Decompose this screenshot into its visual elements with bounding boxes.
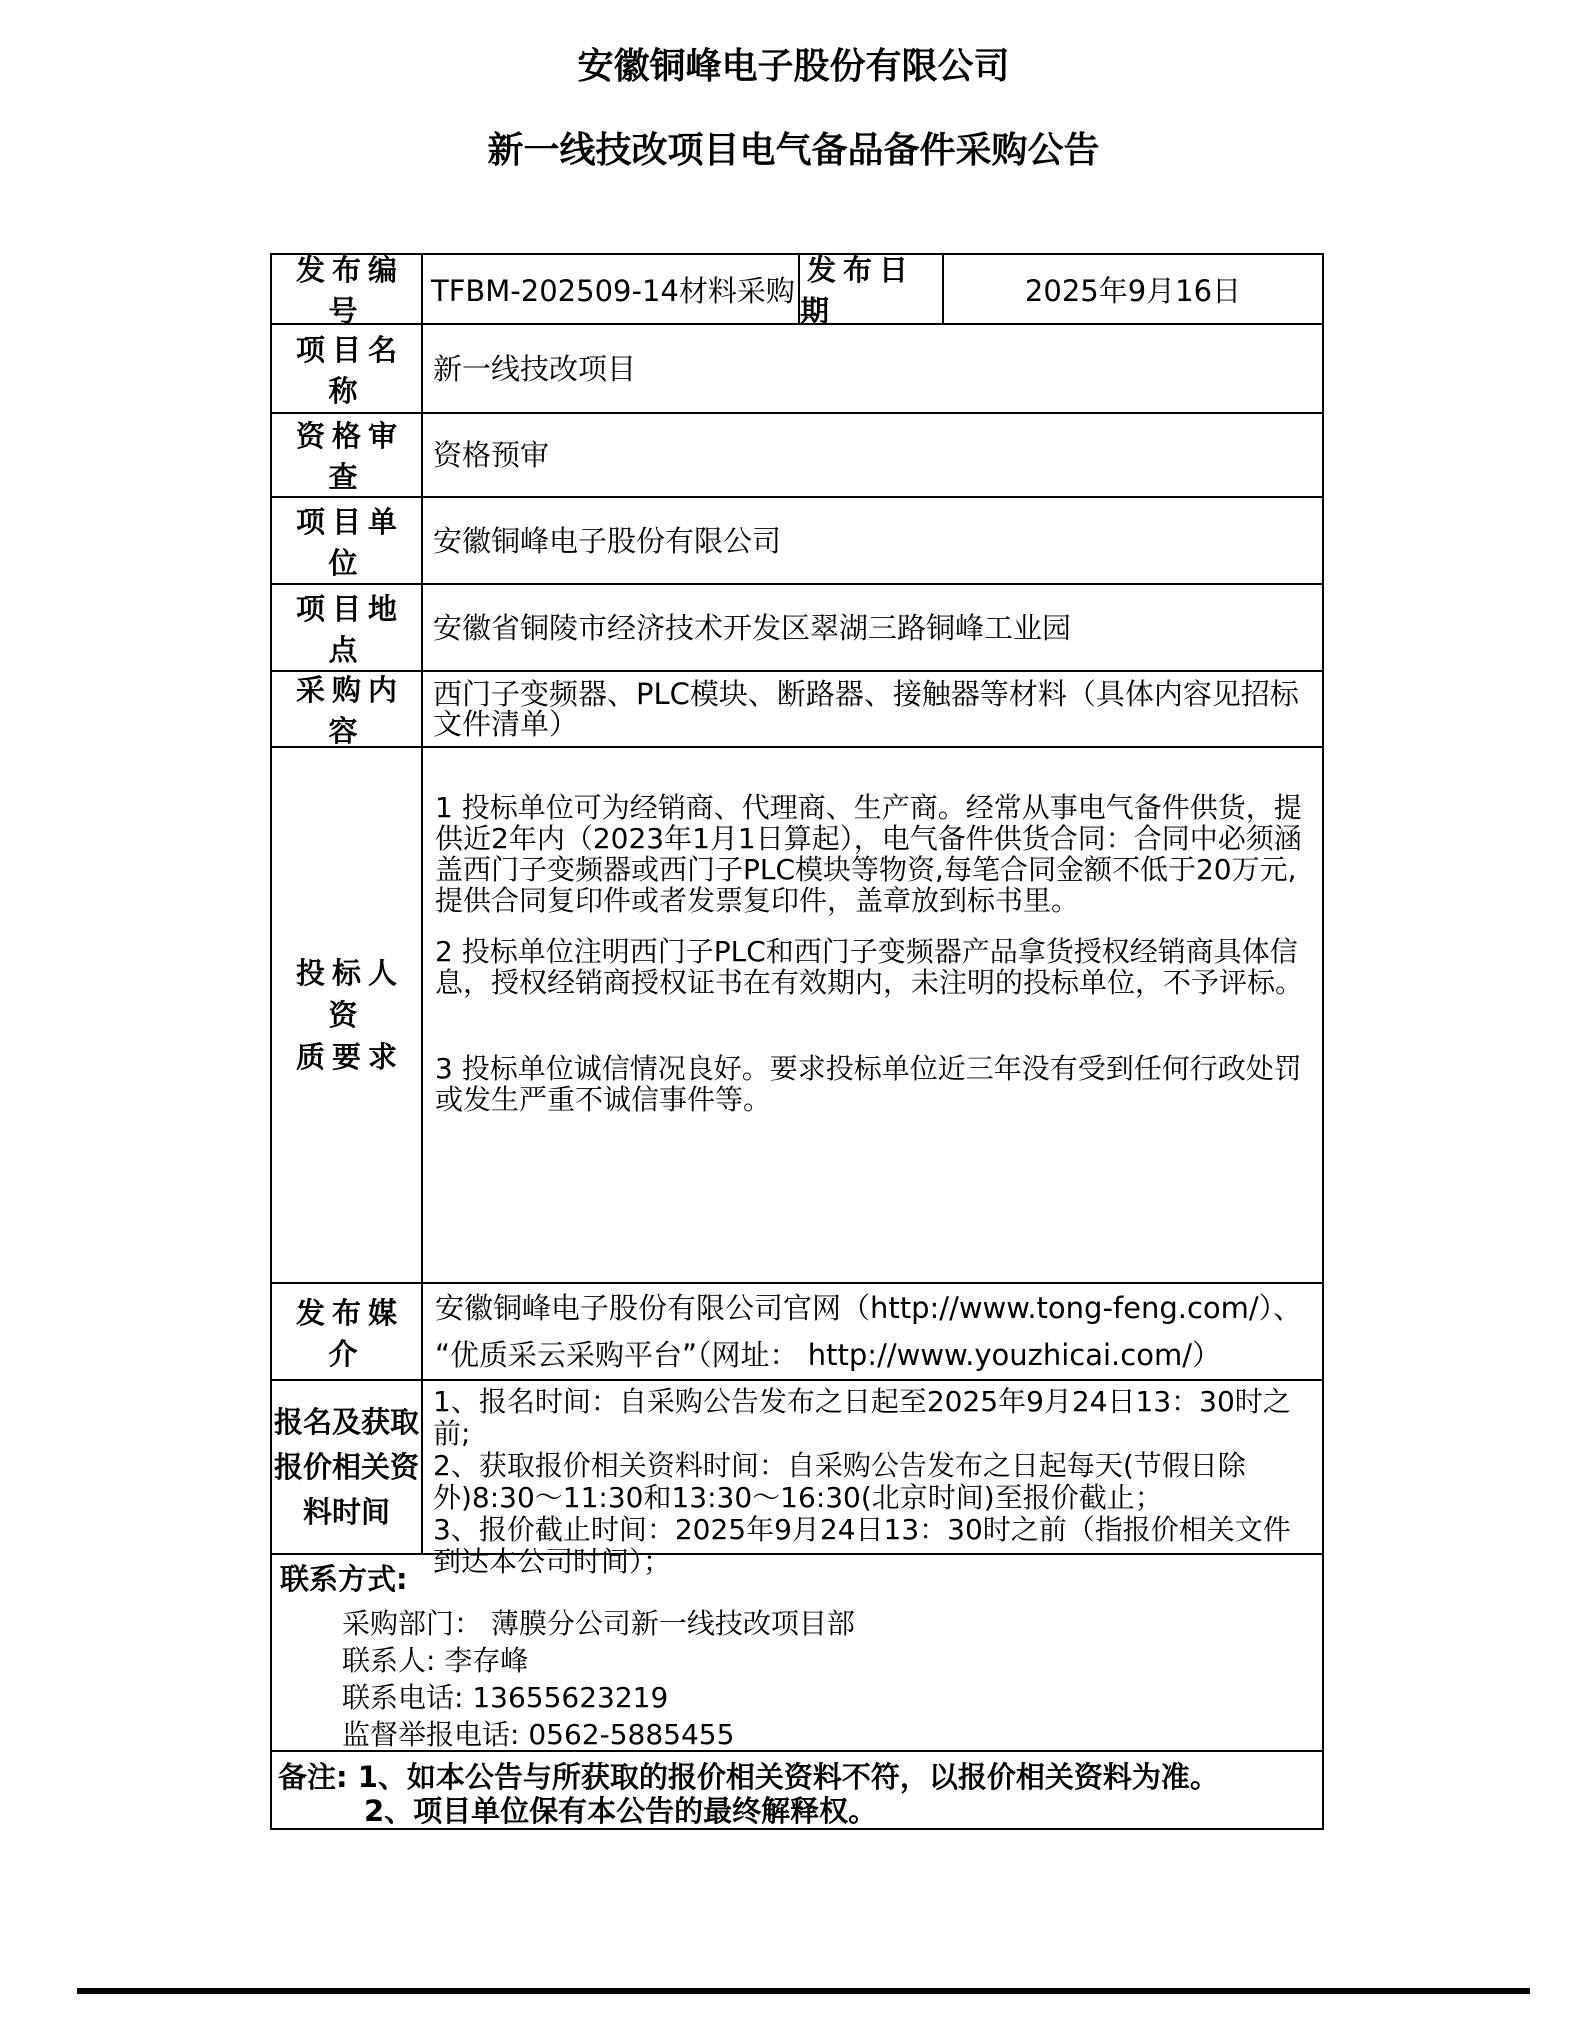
qualification-paragraph-2: 2 投标单位注明西门子PLC和西门子变频器产品拿货授权经销商具体信息，授权经销商授权证书在有效期内，未注明的投标单位，不予评标。 <box>435 935 1304 999</box>
table-row-schedule <box>272 1381 1322 1578</box>
publish-number-label-cell <box>272 253 423 328</box>
contact-department: 采购部门： 薄膜分公司新一线技改项目部 <box>342 1607 855 1640</box>
table-row-project-name <box>272 325 1322 414</box>
schedule-item-3: 3、报价截止时间：2025年9月24日13：30时之前（指报价相关文件到达本公司时间）； <box>433 1513 1291 1578</box>
publish-date-value: 2025年9月16日 <box>1024 273 1242 308</box>
procurement-content-label: 采购内容 <box>295 673 404 748</box>
table-row-project-unit <box>272 498 1322 585</box>
table-row-remarks <box>272 1752 1322 1828</box>
remarks-cell <box>272 1752 1322 1828</box>
contact-lines <box>342 1605 1322 1753</box>
schedule-label-cell <box>272 1381 423 1553</box>
publish-number-label: 发布编号 <box>295 253 404 328</box>
qualification-review-label-cell <box>272 414 423 496</box>
contact-phone: 联系电话: 13655623219 <box>342 1681 669 1714</box>
publish-date-value-cell <box>944 255 1322 323</box>
project-location-label: 项目地点 <box>295 591 404 667</box>
schedule-content <box>423 1381 1322 1578</box>
contact-cell <box>272 1555 1322 1750</box>
project-name-label-cell <box>272 325 423 412</box>
qualification-review-value: 资格预审 <box>433 438 550 472</box>
publish-number-value-cell <box>423 255 800 323</box>
table-row-bidder-qualification <box>272 748 1322 1284</box>
project-unit-label: 项目单位 <box>295 504 404 580</box>
announcement-title: 新一线技改项目电气备品备件采购公告 <box>487 130 1100 171</box>
procurement-content-value: 西门子变频器、PLC模块、断路器、接触器等材料（具体内容见招标文件清单） <box>433 677 1299 741</box>
bidder-qualification-label-line1: 投标人资 <box>295 956 404 1032</box>
schedule-label-line3: 料时间 <box>302 1494 390 1529</box>
company-title: 安徽铜峰电子股份有限公司 <box>577 46 1010 87</box>
contact-heading: 联系方式: <box>280 1562 408 1596</box>
schedule-label-line1: 报名及获取 <box>273 1404 419 1439</box>
project-name-value: 新一线技改项目 <box>433 351 637 386</box>
contact-supervision-phone: 监督举报电话: 0562-5885455 <box>342 1718 735 1751</box>
publish-media-label-cell <box>272 1284 423 1379</box>
publish-media-line1: 安徽铜峰电子股份有限公司官网（http://www.tong-feng.com/）、 <box>435 1290 1303 1325</box>
table-row-publish-media <box>272 1284 1322 1381</box>
remarks-line1: 备注: 1、如本公告与所获取的报价相关资料不符，以报价相关资料为准。 <box>278 1760 1219 1794</box>
schedule-item-2: 2、获取报价相关资料时间：自采购公告发布之日起每天(节假日除外)8:30～11:30和13:30～16:30(北京时间)至报价截止； <box>433 1449 1246 1514</box>
schedule-item-1: 1、报名时间：自采购公告发布之日起至2025年9月24日13：30时之前; <box>433 1385 1291 1450</box>
qualification-review-label: 资格审查 <box>295 419 404 494</box>
publish-media-content <box>423 1284 1322 1379</box>
announcement-table <box>270 253 1324 1830</box>
qualification-paragraph-1: 1 投标单位可为经销商、代理商、生产商。经常从事电气备件供货，提供近2年内（2023年1月1日算起），电气备件供货合同：合同中必须涵盖西门子变频器或西门子PLC模块等物资,每笔合同金额不低于20万元,提供合同复印件或者发票复印件，盖章放到标书里。 <box>435 791 1302 917</box>
project-location-value: 安徽省铜陵市经济技术开发区翠湖三路铜峰工业园 <box>433 610 1072 645</box>
project-name-label: 项目名称 <box>295 332 404 408</box>
table-row-project-location <box>272 585 1322 672</box>
publish-media-label: 发布媒介 <box>295 1295 404 1371</box>
table-row-qualification-review <box>272 414 1322 498</box>
publish-media-line2: “优质采云采购平台”（网址： http://www.youzhicai.com/） <box>435 1337 1221 1372</box>
footer-divider <box>77 1988 1530 1994</box>
table-row-procurement-content <box>272 672 1322 748</box>
publish-number-value: TFBM-202509-14材料采购 <box>431 273 795 308</box>
procurement-content-label-cell <box>272 672 423 746</box>
bidder-qualification-label-line2: 质要求 <box>295 1040 404 1074</box>
contact-person: 联系人: 李存峰 <box>342 1644 529 1677</box>
publish-date-label: 发布日期 <box>800 253 916 328</box>
project-unit-label-cell <box>272 498 423 583</box>
project-location-label-cell <box>272 585 423 670</box>
project-unit-value: 安徽铜峰电子股份有限公司 <box>433 523 782 558</box>
publish-date-label-cell <box>800 253 944 328</box>
bidder-qualification-label-cell <box>272 748 423 1282</box>
remarks-line2: 2、项目单位保有本公告的最终解释权。 <box>364 1794 878 1828</box>
bidder-qualification-content <box>423 748 1322 1282</box>
table-row-contact <box>272 1555 1322 1752</box>
qualification-paragraph-3: 3 投标单位诚信情况良好。要求投标单位近三年没有受到任何行政处罚或发生严重不诚信事件等。 <box>435 1052 1302 1116</box>
schedule-label-line2: 报价相关资 <box>273 1449 419 1484</box>
table-row-publish <box>272 253 1322 328</box>
